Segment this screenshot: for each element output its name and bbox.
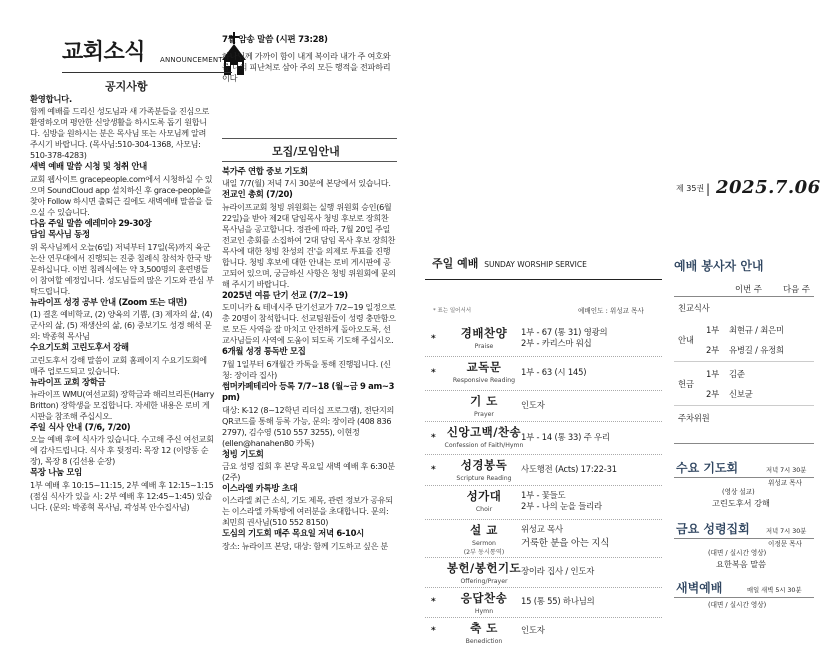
worship-item-detail [521, 464, 617, 475]
service-time: 저녁 7시 30분 [766, 467, 807, 474]
worship-item-detail [521, 367, 586, 378]
worship-leader: 예배인도 : 위성교 목사 [578, 307, 644, 315]
worship-item-ko: 경배찬양 [460, 326, 508, 340]
worship-rule-top [425, 279, 662, 280]
col1-item [30, 94, 215, 161]
col2-item-title: 썸머카페테리아 등록 7/7~18 (월~금 9 am~3 pm) [222, 380, 395, 403]
col1-item-title: 목장 나눔 모임 [30, 467, 82, 478]
servers-role: 친교식사 [678, 303, 710, 313]
worship-item [425, 323, 662, 357]
worship-item-line: 1부 - 꽃들도 [521, 490, 566, 500]
worship-item-line: 사도행전 (Acts) 17:22-31 [521, 463, 617, 474]
worship-item-en: Prayer [474, 410, 494, 418]
issue-divider: | [706, 182, 711, 196]
servers-role: 주차위원 [678, 413, 710, 423]
service-rule [674, 538, 814, 539]
col1-item-text: 고린도후서 강해 말씀이 교회 홈페이지 수요기도회에 매주 업로드되고 있습니다. [30, 354, 207, 376]
col2-item-text: 뉴라이프교회 청빙 위원회는 실행 위원회 승인(6월 22일)을 받아 제2대 담임목사 청빙 후보로 장희찬 목사님을 공고합니다. 정관에 따라, 7월 20일 주일 전교인 총회를 소집하여 '2대 담임 목사 후보 장희찬 목사에 대한 청빙 찬성의 건'을 의제로 투표를 진행합니다. 청빙 후보에 대한 안내는 로비 게시판에 공고되어 있으며, 궁금하신 사항은 청빙 위원회에 문의해 주시기 바랍니다. [222, 201, 396, 289]
col2-item-title: 북가주 연합 중보 기도회 [222, 166, 308, 176]
col2-item [222, 449, 397, 483]
service-title: 수요 기도회 [676, 461, 739, 475]
worship-item-line: 거룩한 분을 아는 지식 [521, 538, 610, 550]
service-format: (영상 설교) [722, 488, 755, 496]
service-rule [674, 477, 814, 478]
worship-item-en: Benediction [465, 637, 503, 645]
stand-note: * 표는 일어서서 [433, 308, 472, 314]
worship-item-en: Sermon [472, 539, 496, 547]
col1-item-text: 뉴라이프 WMU(여선교회) 장학금과 해리브리튼(Harry Britton) 장학생을 모집합니다. 자세한 내용은 로비 게시판을 참조해 주십시오. [30, 388, 215, 421]
recruit-rule [222, 161, 397, 162]
recruit-list [222, 166, 397, 552]
col1-item-title: 다음 주일 말씀 예레미야 29-30장 [30, 217, 152, 228]
worship-item-detail [521, 327, 607, 350]
servers-name: 최현규 / 최은미 [729, 325, 784, 335]
worship-item-line: 1부 - 63 (시 145) [521, 367, 587, 377]
col1-item-title: 뉴라이프 성경 공부 안내 (Zoom 또는 대면) [30, 296, 187, 307]
worship-item-line: 1부 - 14 (통 33) 주 우리 [521, 431, 610, 442]
worship-item-label [439, 621, 529, 645]
memory-verse [222, 35, 397, 84]
col2-item-text: 이스라엘 최근 소식, 기도 제목, 관련 정보가 공유되는 이스라엘 카톡방에 여러분을 초대합니다. 문의: 최민희 권사님(510 552 8150) [222, 495, 393, 528]
worship-item [425, 422, 662, 455]
service-time: 매일 새벽 5시 30분 [747, 587, 802, 594]
worship-item [425, 588, 662, 618]
servers-col-this: 이번 주 [735, 284, 762, 294]
col2-item-title: 전교인 총회 (7/20) [222, 189, 293, 200]
col1-item [30, 377, 215, 422]
worship-item-label [439, 394, 529, 419]
worship-item-label [439, 425, 529, 450]
col1-item-text: 위 목사님께서 오늘(6일) 저녁부터 17일(목)까지 육군 논산 연무대에서 진행되는 진중 침례식 참석차 한국 방문하십니다. 이번 침례식에는 약 3,500명의 훈련병들이 참여할 예정입니다. 성도님들의 많은 기도와 관심 부탁드립니다. [30, 241, 214, 296]
worship-item-line: 인도자 [521, 625, 545, 635]
worship-item-en: Choir [475, 505, 493, 513]
servers-part: 1부 [706, 325, 720, 335]
col2-item-text: 장소: 뉴라이프 본당, 대상: 함께 기도하고 싶은 분 [222, 540, 388, 551]
col1-item-title: 수요기도회 고린도후서 강해 [30, 342, 129, 353]
col1-item-text: 1부 예배 후 10:15~11:15, 2부 예배 후 12:15~1:15 (점심 식사가 있을 시: 2부 예배 후 12:45~1:45) 있습니다. (문의: 박종혁 목사님, 곽성복 안수집사님) [30, 479, 214, 512]
worship-item [425, 455, 662, 486]
recruit-title: 모집/모임안내 [272, 145, 340, 158]
worship-item-ko: 성경봉독 [460, 458, 508, 472]
worship-item-label [439, 326, 529, 351]
stand-mark: * [431, 432, 436, 443]
col1-item [30, 297, 215, 342]
header-rule [62, 72, 232, 73]
worship-item-ko: 봉헌/봉헌기도 [446, 561, 522, 575]
worship-item [425, 391, 662, 422]
col2-item-title: 도심의 기도회 매주 목요일 저녁 6-10시 [222, 528, 364, 539]
servers-part: 2부 [706, 389, 720, 399]
worship-item-ko: 축 도 [470, 621, 498, 635]
col1-item [30, 229, 215, 296]
servers-part: 2부 [706, 345, 720, 355]
worship-item-label [439, 523, 529, 557]
col1-item-text: 교회 웹사이트 gracepeople.com에서 시청하실 수 있으며 SoundCloud app 설치하신 후 grace-people을 찾아 Follow 하시면 출퇴근 길에도 새벽예배 말씀을 들으실 수 있습니다. [30, 173, 213, 217]
col2-item-title: 이스라엘 카톡방 초대 [222, 482, 298, 493]
col1-item [30, 218, 215, 229]
col1-item-text: 오늘 예배 후에 식사가 있습니다. 수고해 주신 여선교회에 감사드립니다. 식사 후 뒷정리: 목장 12 (이랑동 순장), 목장 8 (김선용 순장) [30, 434, 214, 467]
col2-item-text: 내일 7/7(월) 저녁 7시 30분에 본당에서 있습니다. [222, 178, 391, 189]
worship-item [425, 357, 662, 391]
col2-item [222, 189, 397, 289]
service-lead: 이정문 목사 [768, 540, 802, 548]
worship-item-line: 2부 - 나의 눈을 들리라 [521, 501, 602, 512]
col2-item-text: 도미니카 & 테네시주 단기선교가 7/2~19 일정으로 총 20명이 참석합니다. 선교팀원들이 성령 충만함으로 모든 사역을 잘 마치고 안전하게 돌아오도록, 선교사님들의 사역에 도움이 되도록 기도해 주십시오. [222, 302, 396, 346]
col2-item [222, 166, 397, 189]
worship-item-line: 위성교 목사 [521, 524, 563, 534]
col1-item-title: 주일 식사 안내 (7/6, 7/20) [30, 421, 131, 432]
worship-item-en: Responsive Reading [452, 376, 516, 384]
col2-item [222, 381, 397, 449]
worship-item-en: Offering/Prayer [460, 577, 508, 585]
worship-item-label [439, 561, 529, 586]
worship-title [432, 257, 587, 272]
memory-verse-text: 하나님께 가까이 함이 내게 복이라 내가 주 여호와를 나의 피난처로 삼아 주의 모든 행적을 전파하리이다 [222, 50, 391, 83]
col2-item [222, 346, 397, 380]
issue-number: 제 35권 [676, 184, 705, 193]
col2-item-title: 청빙 기도회 [222, 448, 264, 459]
col2-item-text: 금요 성령 집회 후 본당 목요일 새벽 예배 후 6:30분(2주) [222, 460, 395, 482]
worship-item-line: 1부 - 67 (통 31) 영광의 [521, 327, 608, 337]
col1-item-text: (1) 결혼 예비학교, (2) 양육의 기쁨, (3) 제자의 삶, (4) 군사의 삶, (5) 재생산의 삶, (6) 중보기도 성경 해석 문의: 박종혁 목사님 [30, 309, 213, 342]
service-rule [674, 597, 814, 598]
col1-item-title: 새벽 예배 말씀 시청 및 청취 안내 [30, 161, 147, 172]
verse-rule [222, 138, 397, 139]
col2-item-text: 7월 1일부터 6개월간 카톡을 통해 진행됩니다. (신청: 장이라 집사) [222, 358, 391, 380]
notice-list [30, 94, 215, 513]
servers-rule-mid [674, 361, 814, 362]
worship-item-label [439, 489, 529, 514]
worship-item-detail [521, 400, 545, 411]
worship-item-line: 2부 - 카리스마 워십 [521, 338, 592, 349]
worship-item [425, 486, 662, 520]
notice-title: 공지사항 [105, 80, 148, 93]
worship-item-en: Hymn [474, 607, 494, 615]
servers-name: 신보균 [729, 389, 753, 399]
worship-title-ko: 주일 예배 [432, 257, 479, 270]
service-format: (대면 / 실시간 영상) [708, 601, 767, 609]
service-topic: 요한복음 말씀 [716, 559, 767, 569]
col2-item [222, 290, 397, 346]
col2-item-title: 2025년 여름 단기 선교 (7/2~19) [222, 289, 348, 300]
worship-item-detail [521, 524, 609, 551]
worship-item-label [439, 458, 529, 483]
servers-title: 예배 봉사자 안내 [674, 259, 764, 273]
worship-item [425, 520, 662, 558]
servers-role: 안내 [678, 335, 694, 345]
servers-name: 김준 [729, 369, 745, 379]
worship-item-detail [521, 596, 595, 607]
worship-item-en: Confession of Faith/Hymn [444, 441, 524, 449]
servers-role: 헌금 [678, 379, 694, 389]
col1-item-title: 환영합니다. [30, 94, 72, 104]
col1-item [30, 422, 215, 467]
col2-item [222, 528, 397, 551]
col2-item-text: 대상: K-12 (8~12학년 리더십 프로그램), 전단지의 QR코드를 통해 등록 가능, 문의: 장이라 (408 836 2797), 김수영 (510 557 3255), 이현정(ellen@hanahen80 카톡) [222, 404, 395, 448]
col1-item-title: 담임 목사님 동정 [30, 229, 90, 240]
worship-item-en: Scripture Reading [456, 474, 512, 482]
worship-item-detail [521, 625, 545, 636]
worship-item-ko: 교독문 [466, 360, 502, 374]
worship-item-detail [521, 566, 594, 577]
servers-rule-bottom [674, 443, 814, 444]
service-lead: 위성교 목사 [768, 479, 802, 487]
worship-item [425, 618, 662, 645]
worship-item-en: (2부 동시통역) [463, 549, 505, 557]
worship-item-ko: 응답찬송 [460, 591, 508, 605]
section-title-en: ANNOUNCEMENT [160, 56, 223, 64]
stand-mark: * [431, 626, 436, 636]
worship-item-label [439, 360, 529, 385]
service-time: 저녁 7시 30분 [766, 528, 807, 535]
issue-date: 2025.7.06 [716, 177, 821, 198]
service-title: 새벽예배 [676, 581, 723, 595]
stand-mark: * [431, 334, 436, 344]
servers-part: 1부 [706, 369, 720, 379]
section-title: 교회소식 [62, 40, 146, 65]
servers-name: 유병길 / 유정희 [729, 345, 784, 355]
col1-item-title: 뉴라이프 교회 장학금 [30, 376, 106, 387]
col1-item [30, 342, 215, 376]
worship-item [425, 558, 662, 588]
servers-rule [674, 296, 814, 297]
worship-item-detail [521, 432, 610, 443]
servers-col-next: 다음 주 [783, 284, 810, 294]
service-format: (대면 / 실시간 영상) [708, 549, 767, 557]
col1-item [30, 467, 215, 512]
col1-item [30, 161, 215, 217]
stand-mark: * [431, 464, 436, 475]
worship-title-en: SUNDAY WORSHIP SERVICE [484, 260, 587, 269]
worship-item-ko: 기 도 [470, 394, 498, 408]
worship-item-ko: 설 교 [470, 523, 498, 537]
col2-item [222, 483, 397, 528]
stand-mark: * [431, 597, 436, 607]
worship-item-line: 인도자 [521, 399, 545, 410]
service-title: 금요 성령집회 [676, 522, 750, 536]
stand-mark: * [431, 368, 436, 378]
worship-item-ko: 성가대 [466, 489, 502, 503]
memory-verse-title: 7월 암송 말씀 (시편 73:28) [222, 35, 328, 45]
worship-item-line: 15 (통 55) 하나님의 [521, 596, 595, 606]
worship-item-detail [521, 490, 602, 513]
worship-item-line: 장이라 집사 / 인도자 [521, 566, 595, 576]
col2-item-title: 6개월 성경 통독반 모집 [222, 346, 306, 357]
worship-item-en: Praise [474, 342, 494, 350]
service-topic: 고린도후서 강해 [712, 498, 770, 508]
servers-rule-mid [674, 405, 814, 406]
worship-item-ko: 신앙고백/찬송 [446, 425, 522, 439]
col1-item-text: 함께 예배를 드리신 성도님과 새 가족분들을 진심으로 환영하오며 평안한 신앙생활을 하시도록 돕기 원합니다. 심방을 원하시는 분은 목사님 또는 사모님께 알려 주시기 바랍니다. (목사님:510-304-1368, 사모님: 510-378-4283) [30, 106, 210, 161]
worship-item-label [439, 591, 529, 616]
